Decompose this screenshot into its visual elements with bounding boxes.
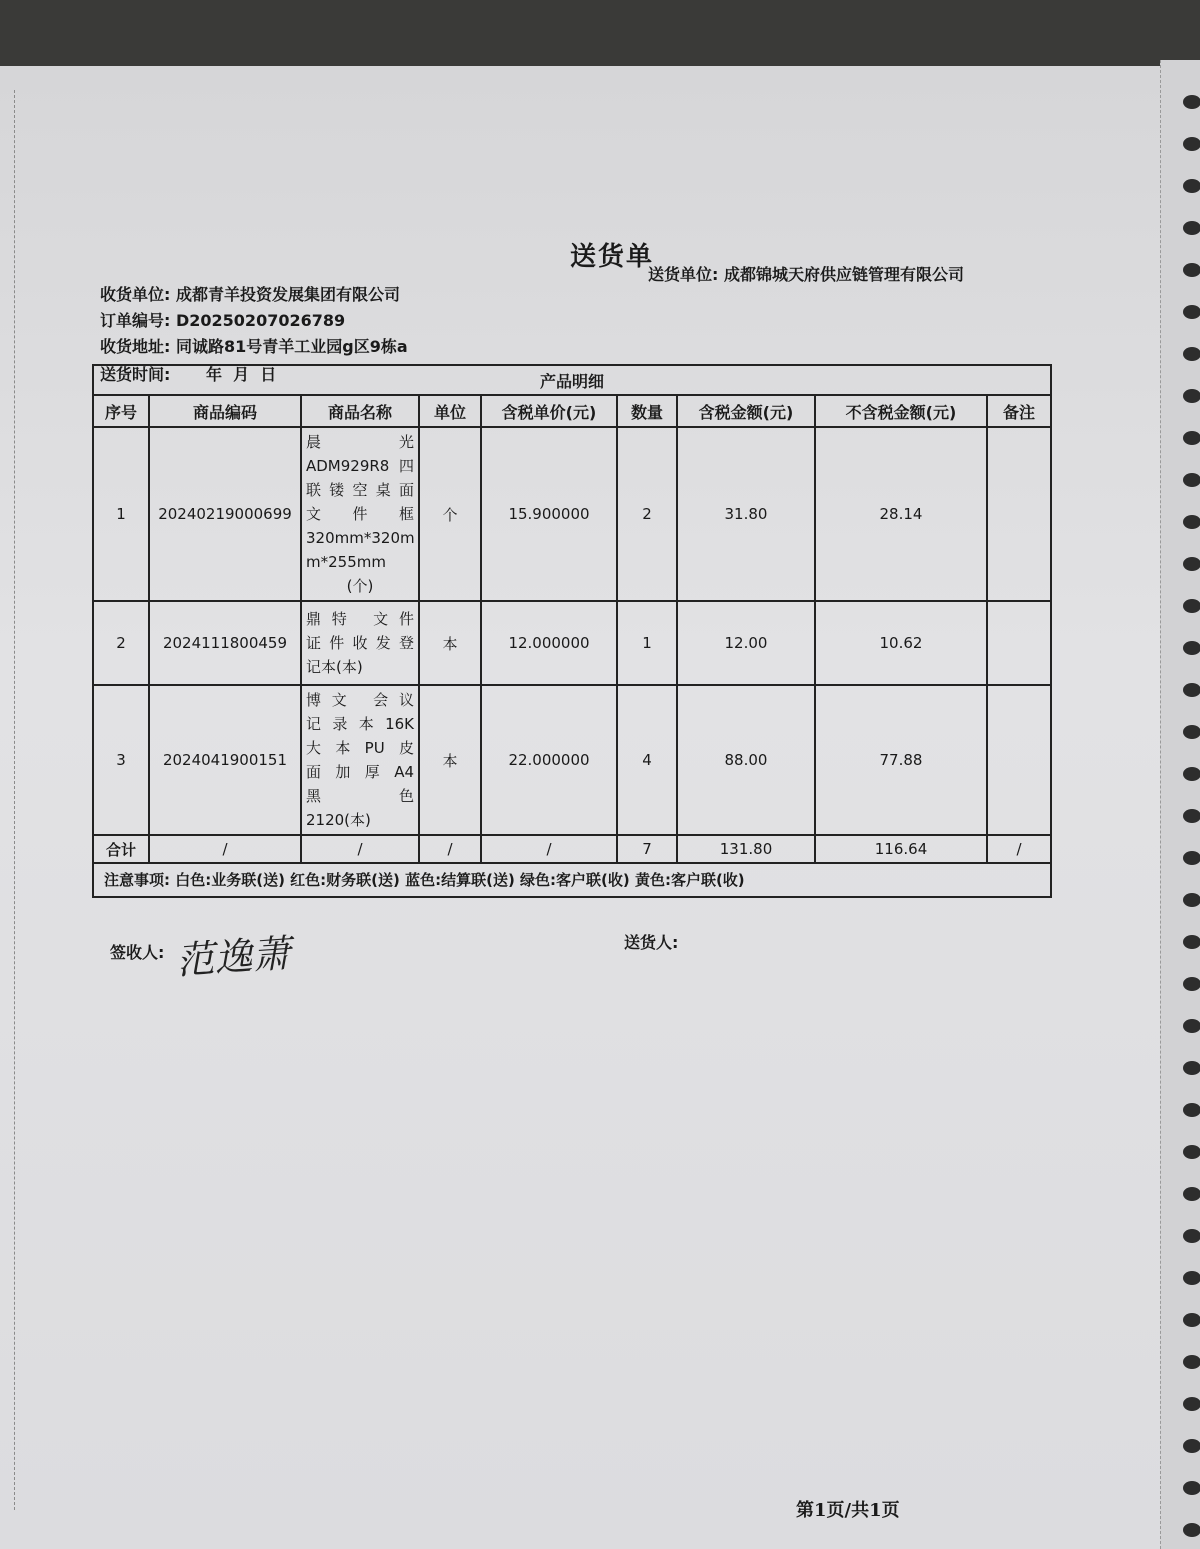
total-name: / bbox=[301, 835, 419, 863]
total-remark: / bbox=[987, 835, 1051, 863]
feed-hole bbox=[1183, 1187, 1200, 1201]
deliverer-label: 送货人: bbox=[624, 933, 679, 952]
feed-hole bbox=[1183, 935, 1200, 949]
row-amount-notax: 77.88 bbox=[815, 685, 987, 835]
feed-hole bbox=[1183, 767, 1200, 781]
feed-hole bbox=[1183, 641, 1200, 655]
name-line: 320mm*320m bbox=[306, 529, 415, 547]
feed-hole bbox=[1183, 1271, 1200, 1285]
name-line: m*255mm bbox=[306, 553, 386, 571]
row-code: 2024041900151 bbox=[149, 685, 301, 835]
address-value: 同诚路81号青羊工业园g区9栋a bbox=[175, 337, 408, 356]
feed-hole bbox=[1183, 1481, 1200, 1495]
feed-hole bbox=[1183, 683, 1200, 697]
name-line: 面加厚A4 bbox=[306, 763, 414, 781]
table-row bbox=[93, 427, 1051, 601]
row-no: 1 bbox=[93, 427, 149, 601]
header-remark: 备注 bbox=[987, 395, 1051, 427]
name-line: 联镂空桌面 bbox=[306, 481, 414, 499]
receiver-label: 收货单位: bbox=[100, 285, 171, 304]
order-no-label: 订单编号: bbox=[100, 311, 171, 330]
notes: 注意事项: 白色:业务联(送) 红色:财务联(送) 蓝色:结算联(送) 绿色:客户联(收) 黄色:客户联(收) bbox=[93, 863, 1051, 897]
name-line: 记录本16K bbox=[306, 715, 414, 733]
header-unit-price: 含税单价(元) bbox=[481, 395, 617, 427]
row-code: 2024111800459 bbox=[149, 601, 301, 685]
row-amount-tax: 12.00 bbox=[677, 601, 815, 685]
header-amount-notax: 不含税金额(元) bbox=[815, 395, 987, 427]
feed-hole bbox=[1183, 977, 1200, 991]
total-unit: / bbox=[419, 835, 481, 863]
row-amount-notax: 10.62 bbox=[815, 601, 987, 685]
row-unit-price: 22.000000 bbox=[481, 685, 617, 835]
feed-hole bbox=[1183, 221, 1200, 235]
name-line: 博文 会议 bbox=[306, 691, 414, 709]
feed-hole bbox=[1183, 851, 1200, 865]
name-line: (个) bbox=[346, 577, 374, 595]
order-no-value: D20250207026789 bbox=[175, 311, 346, 330]
row-qty: 4 bbox=[617, 685, 677, 835]
header-amount-tax: 含税金额(元) bbox=[677, 395, 815, 427]
total-label: 合计 bbox=[93, 835, 149, 863]
name-line: 黑 色 bbox=[306, 787, 414, 805]
total-row bbox=[93, 835, 1051, 863]
feed-hole bbox=[1183, 1145, 1200, 1159]
feed-hole bbox=[1183, 263, 1200, 277]
total-code: / bbox=[149, 835, 301, 863]
feed-hole bbox=[1183, 515, 1200, 529]
delivery-time-value: 年 月 日 bbox=[205, 365, 277, 384]
feed-hole bbox=[1183, 1523, 1200, 1537]
header-name: 商品名称 bbox=[301, 395, 419, 427]
name-line: 大本PU皮 bbox=[306, 739, 414, 757]
total-unit-price: / bbox=[481, 835, 617, 863]
feed-hole bbox=[1183, 473, 1200, 487]
address-label: 收货地址: bbox=[100, 337, 171, 356]
feed-hole bbox=[1183, 389, 1200, 403]
receiver-line bbox=[100, 282, 400, 305]
row-unit-price: 12.000000 bbox=[481, 601, 617, 685]
feed-hole bbox=[1183, 809, 1200, 823]
header-code: 商品编码 bbox=[149, 395, 301, 427]
band-title: 产品明细 bbox=[93, 365, 1051, 395]
row-name bbox=[301, 427, 419, 601]
name-line: 文 件 框 bbox=[306, 505, 414, 523]
table-row bbox=[93, 601, 1051, 685]
row-code: 20240219000699 bbox=[149, 427, 301, 601]
feed-hole bbox=[1183, 725, 1200, 739]
row-unit: 本 bbox=[419, 685, 481, 835]
row-amount-notax: 28.14 bbox=[815, 427, 987, 601]
header-unit: 单位 bbox=[419, 395, 481, 427]
row-remark bbox=[987, 427, 1051, 601]
signer-label: 签收人: bbox=[110, 943, 165, 962]
name-line: 2120(本) bbox=[306, 811, 371, 829]
row-amount-tax: 31.80 bbox=[677, 427, 815, 601]
row-remark bbox=[987, 601, 1051, 685]
handwritten-signature: 范逸萧 bbox=[174, 931, 292, 983]
header-no: 序号 bbox=[93, 395, 149, 427]
table-row bbox=[93, 685, 1051, 835]
row-unit: 本 bbox=[419, 601, 481, 685]
feed-hole bbox=[1183, 137, 1200, 151]
feed-hole bbox=[1183, 1439, 1200, 1453]
delivery-time-label: 送货时间: bbox=[100, 365, 171, 384]
feed-hole bbox=[1183, 1229, 1200, 1243]
document-title: 送货单 bbox=[570, 242, 655, 272]
row-unit: 个 bbox=[419, 427, 481, 601]
header-qty: 数量 bbox=[617, 395, 677, 427]
feed-hole bbox=[1183, 599, 1200, 613]
left-perforation bbox=[14, 90, 15, 1510]
name-line: ADM929R8四 bbox=[306, 457, 414, 475]
row-remark bbox=[987, 685, 1051, 835]
name-line: 鼎特 文件 bbox=[306, 610, 414, 628]
feed-hole bbox=[1183, 305, 1200, 319]
address-line bbox=[100, 334, 408, 357]
feed-hole bbox=[1183, 557, 1200, 571]
feed-hole bbox=[1183, 1313, 1200, 1327]
row-no: 2 bbox=[93, 601, 149, 685]
row-name bbox=[301, 685, 419, 835]
feed-hole bbox=[1183, 431, 1200, 445]
feed-hole bbox=[1183, 1397, 1200, 1411]
row-name bbox=[301, 601, 419, 685]
name-line: 证件收发登 bbox=[306, 634, 414, 652]
sender-unit-label: 送货单位: bbox=[648, 265, 719, 284]
receiver-value: 成都青羊投资发展集团有限公司 bbox=[175, 285, 400, 304]
row-amount-tax: 88.00 bbox=[677, 685, 815, 835]
page-number: 第1页/共1页 bbox=[796, 1500, 900, 1521]
sender-unit-value: 成都锦城天府供应链管理有限公司 bbox=[723, 265, 964, 284]
feed-hole bbox=[1183, 95, 1200, 109]
order-no-line bbox=[100, 308, 345, 331]
total-qty: 7 bbox=[617, 835, 677, 863]
row-qty: 1 bbox=[617, 601, 677, 685]
sender-unit-line bbox=[648, 262, 964, 285]
feed-hole bbox=[1183, 1019, 1200, 1033]
row-unit-price: 15.900000 bbox=[481, 427, 617, 601]
name-line: 记本(本) bbox=[306, 658, 363, 676]
row-no: 3 bbox=[93, 685, 149, 835]
feed-hole bbox=[1183, 347, 1200, 361]
name-line: 晨 光 bbox=[306, 433, 414, 451]
row-qty: 2 bbox=[617, 427, 677, 601]
feed-hole bbox=[1183, 179, 1200, 193]
feed-hole bbox=[1183, 1061, 1200, 1075]
feed-hole bbox=[1183, 893, 1200, 907]
total-amount-tax: 131.80 bbox=[677, 835, 815, 863]
feed-hole bbox=[1183, 1103, 1200, 1117]
product-table bbox=[92, 364, 1052, 898]
total-amount-notax: 116.64 bbox=[815, 835, 987, 863]
feed-hole bbox=[1183, 1355, 1200, 1369]
